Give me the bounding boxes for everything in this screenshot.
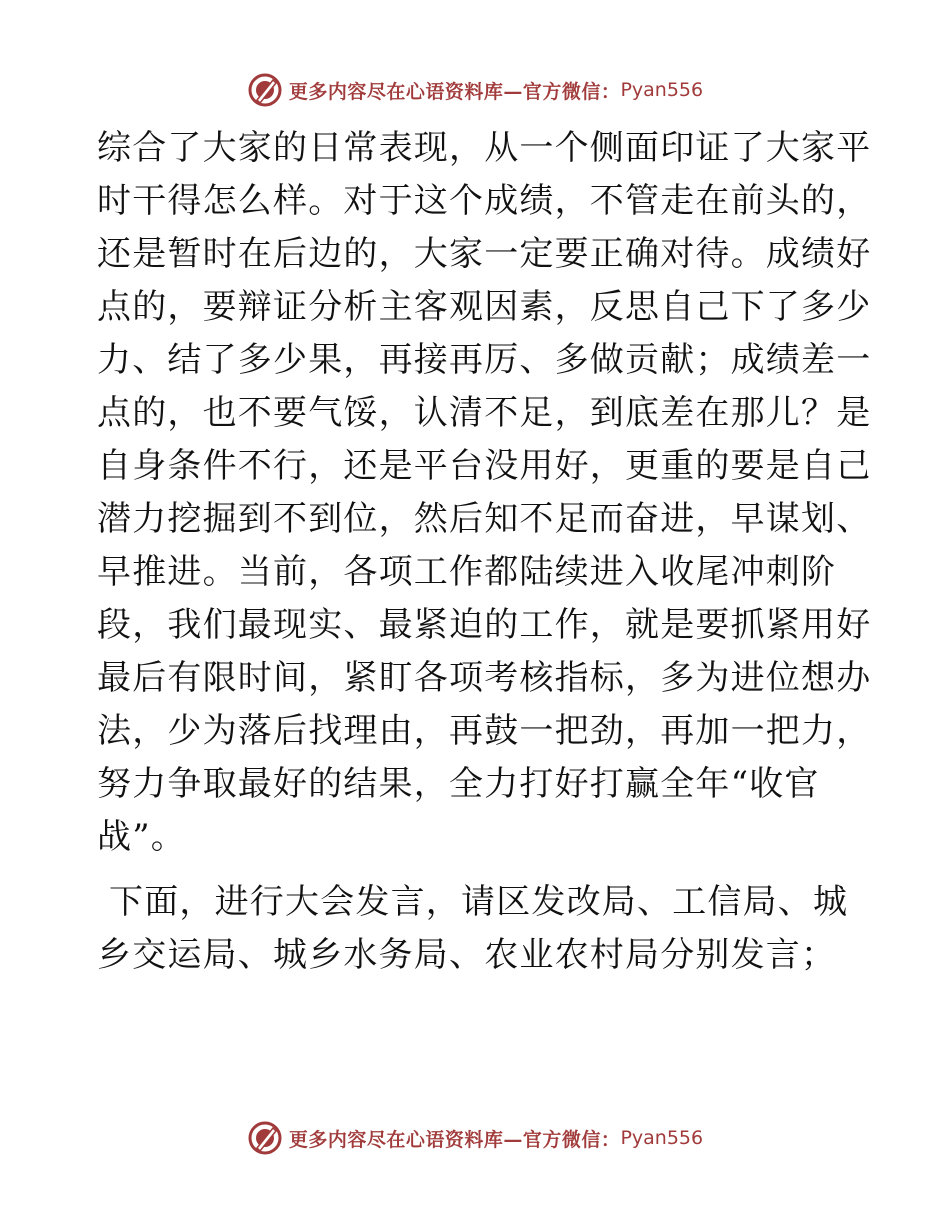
text-line: 点的，也不要气馁，认清不足，到底差在那儿？是 — [97, 393, 872, 433]
paragraph-2 — [97, 876, 857, 982]
text-line: 最后有限时间，紧盯各项考核指标，多为进位想办 — [97, 658, 872, 698]
text-line: 还是暂时在后边的，大家一定要正确对待。成绩好 — [97, 234, 872, 274]
text-line: 力、结了多少果，再接再厉、多做贡献；成绩差一 — [97, 340, 872, 380]
watermark-text: 更多内容尽在心语资料库— — [288, 80, 523, 103]
body-text — [97, 122, 872, 982]
watermark-wechat-id: Pyan556 — [620, 1127, 704, 1149]
text-line: 自身条件不行，还是平台没用好，更重的要是自己 — [97, 446, 872, 486]
footer-watermark — [0, 1118, 950, 1158]
pen-logo-icon — [247, 1120, 283, 1156]
watermark-wechat-id: Pyan556 — [620, 79, 704, 101]
text-line: 法，少为落后找理由，再鼓一把劲，再加一把力， — [97, 711, 872, 751]
text-line: 早推进。当前，各项工作都陆续进入收尾冲刺阶 — [97, 552, 837, 592]
text-line: 努力争取最好的结果，全力打好打赢全年“收官 — [97, 764, 820, 804]
text-line: 点的，要辩证分析主客观因素，反思自己下了多少 — [97, 287, 872, 327]
paragraph-gap — [97, 864, 857, 876]
text-line: 战”。 — [97, 817, 186, 857]
text-line: 乡交运局、城乡水务局、农业农村局分别发言； — [97, 935, 837, 975]
watermark-wechat-label: 官方微信： — [522, 1128, 621, 1151]
pen-logo-icon — [247, 72, 283, 108]
watermark-text: 更多内容尽在心语资料库— — [288, 1128, 523, 1151]
header-watermark — [0, 70, 950, 110]
text-line: 段，我们最现实、最紧迫的工作，就是要抓紧用好 — [97, 605, 872, 645]
text-line: 下面，进行大会发言，请区发改局、工信局、城 — [97, 882, 849, 922]
watermark-wechat-label: 官方微信： — [522, 80, 621, 103]
text-line: 综合了大家的日常表现，从一个侧面印证了大家平 — [97, 128, 872, 168]
text-line: 时干得怎么样。对于这个成绩，不管走在前头的， — [97, 181, 872, 221]
text-line: 潜力挖掘到不到位，然后知不足而奋进，早谋划、 — [97, 499, 872, 539]
paragraph-1 — [97, 122, 872, 864]
